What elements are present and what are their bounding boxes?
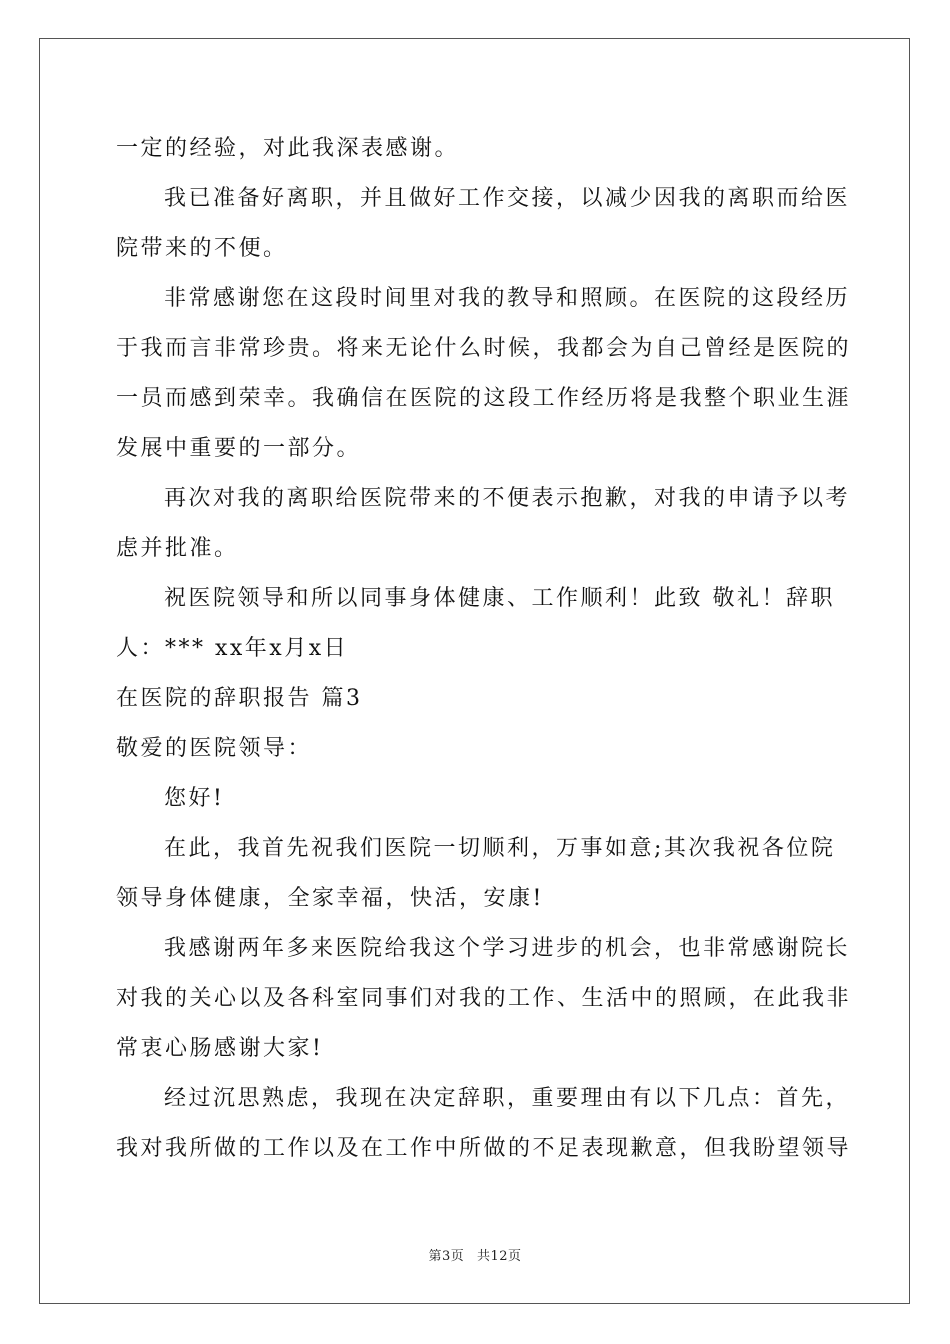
text-line: 领导身体健康，全家幸福，快活，安康! [116, 886, 544, 911]
text-line: 一定的经验，对此我深表感谢。 [116, 136, 460, 161]
text-line: 再次对我的离职给医院带来的不便表示抱歉，对我的申请予以考 [164, 486, 851, 511]
text-line: 人：*** xx年x月x日 [116, 636, 349, 661]
text-line: 常衷心肠感谢大家! [116, 1036, 324, 1061]
text-line: 我感谢两年多来医院给我这个学习进步的机会，也非常感谢院长 [164, 936, 851, 961]
text-line: 于我而言非常珍贵。将来无论什么时候，我都会为自己曾经是医院的 [116, 336, 852, 361]
text-line: 非常感谢您在这段时间里对我的教导和照顾。在医院的这段经历 [164, 286, 851, 311]
text-line: 一员而感到荣幸。我确信在医院的这段工作经历将是我整个职业生涯 [116, 386, 852, 411]
page-number: 第3页 [428, 1249, 465, 1264]
text-line: 经过沉思熟虑，我现在决定辞职，重要理由有以下几点：首先， [164, 1086, 851, 1111]
text-line: 我已准备好离职，并且做好工作交接，以减少因我的离职而给医 [164, 186, 851, 211]
text-line: 发展中重要的一部分。 [116, 436, 362, 461]
text-line: 院带来的不便。 [116, 236, 288, 261]
page-total: 共12页 [476, 1249, 522, 1264]
salutation: 敬爱的医院领导： [116, 736, 313, 761]
text-line: 我对我所做的工作以及在工作中所做的不足表现歉意，但我盼望领导 [116, 1136, 852, 1161]
page-footer [0, 1245, 950, 1264]
text-line: 在此，我首先祝我们医院一切顺利，万事如意;其次我祝各位院 [164, 836, 836, 861]
text-line: 虑并批准。 [116, 536, 239, 561]
text-line: 对我的关心以及各科室同事们对我的工作、生活中的照顾，在此我非 [116, 986, 852, 1011]
section-heading: 在医院的辞职报告 篇3 [116, 686, 363, 711]
document-body [116, 124, 852, 1174]
greeting: 您好! [164, 786, 225, 811]
text-line: 祝医院领导和所以同事身体健康、工作顺利！此致 敬礼！辞职 [164, 586, 835, 611]
